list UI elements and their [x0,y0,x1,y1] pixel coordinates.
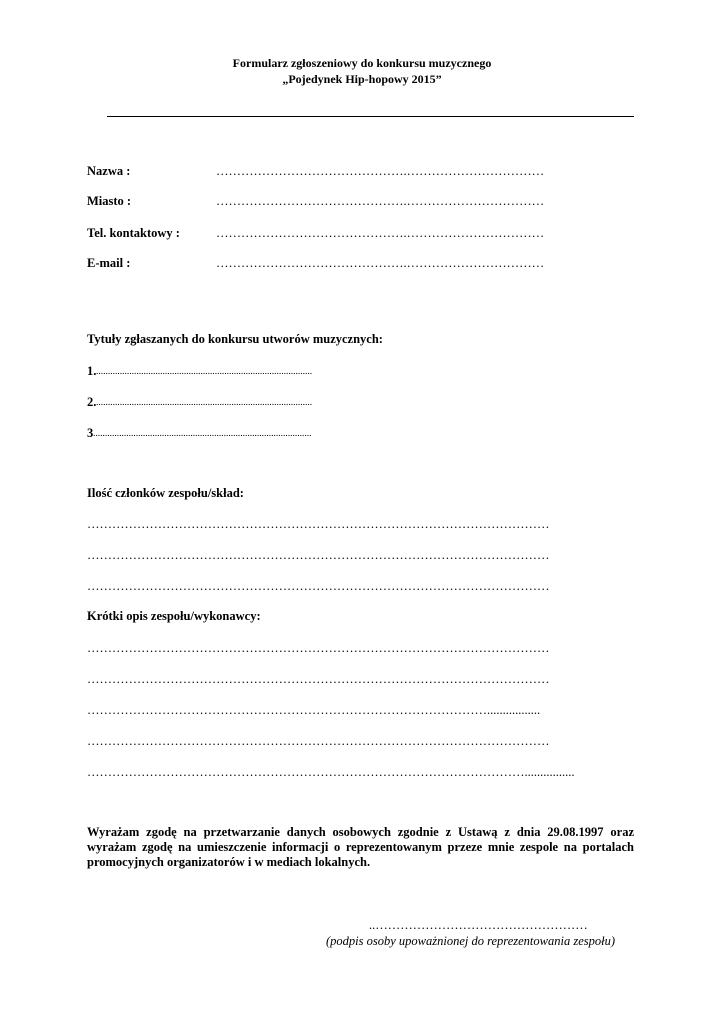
phone-field[interactable]: ……………………………………….…………………………… [216,226,545,240]
city-label: Miasto : [87,194,132,208]
members-line-3[interactable]: ………………………………………………………………………………………………… [87,579,550,593]
description-line-4[interactable]: ………………………………………………………………………………………………… [87,734,550,748]
name-label: Nazwa : [87,164,131,178]
header-divider [107,116,634,117]
description-line-1[interactable]: ………………………………………………………………………………………………… [87,641,550,655]
consent-statement: Wyrażam zgodę na przetwarzanie danych osobowych zgodnie z Ustawą z dnia 29.08.1997 oraz wyrażam zgodę na umieszczenie informacji o reprezentowanym przeze mnie zespole na portalach promocyjnych organizatorów i w mediach lokalnych. [87,825,634,869]
description-line-3[interactable]: ……………………………………………………………………………………................. [87,703,541,717]
title-3-field[interactable]: ............................................................................................ [93,429,312,439]
titles-heading: Tytuły zgłaszanych do konkursu utworów muzycznych: [87,332,383,346]
phone-label: Tel. kontaktowy : [87,226,180,240]
email-label: E-mail : [87,256,131,270]
city-field[interactable]: ……………………………………….…………………………… [216,194,545,208]
signature-field[interactable]: ..…………………………………………… [369,918,588,932]
members-line-2[interactable]: ………………………………………………………………………………………………… [87,548,550,562]
members-line-1[interactable]: ………………………………………………………………………………………………… [87,517,550,531]
title-2-number: 2. [87,395,97,409]
signature-caption: (podpis osoby upoważnionej do reprezentowania zespołu) [326,934,615,948]
title-3-number: 3 [87,426,94,440]
members-heading: Ilość członków zespołu/skład: [87,486,244,500]
form-title-line-1: Formularz zgłoszeniowy do konkursu muzycznego [232,56,492,70]
title-2-field[interactable]: ........................................................................................... [96,398,313,408]
email-field[interactable]: ……………………………………….…………………………… [216,256,545,270]
name-field[interactable]: ……………………………………….…………………………… [216,164,545,178]
description-line-5[interactable]: ……………………………………………………………………………………………................ [87,765,575,779]
description-heading: Krótki opis zespołu/wykonawcy: [87,609,261,623]
title-1-field[interactable]: ........................................................................................... [96,367,313,377]
title-1-number: 1. [87,364,97,378]
form-title-line-2: „Pojedynek Hip-hopowy 2015” [282,72,442,86]
description-line-2[interactable]: ………………………………………………………………………………………………… [87,672,550,686]
